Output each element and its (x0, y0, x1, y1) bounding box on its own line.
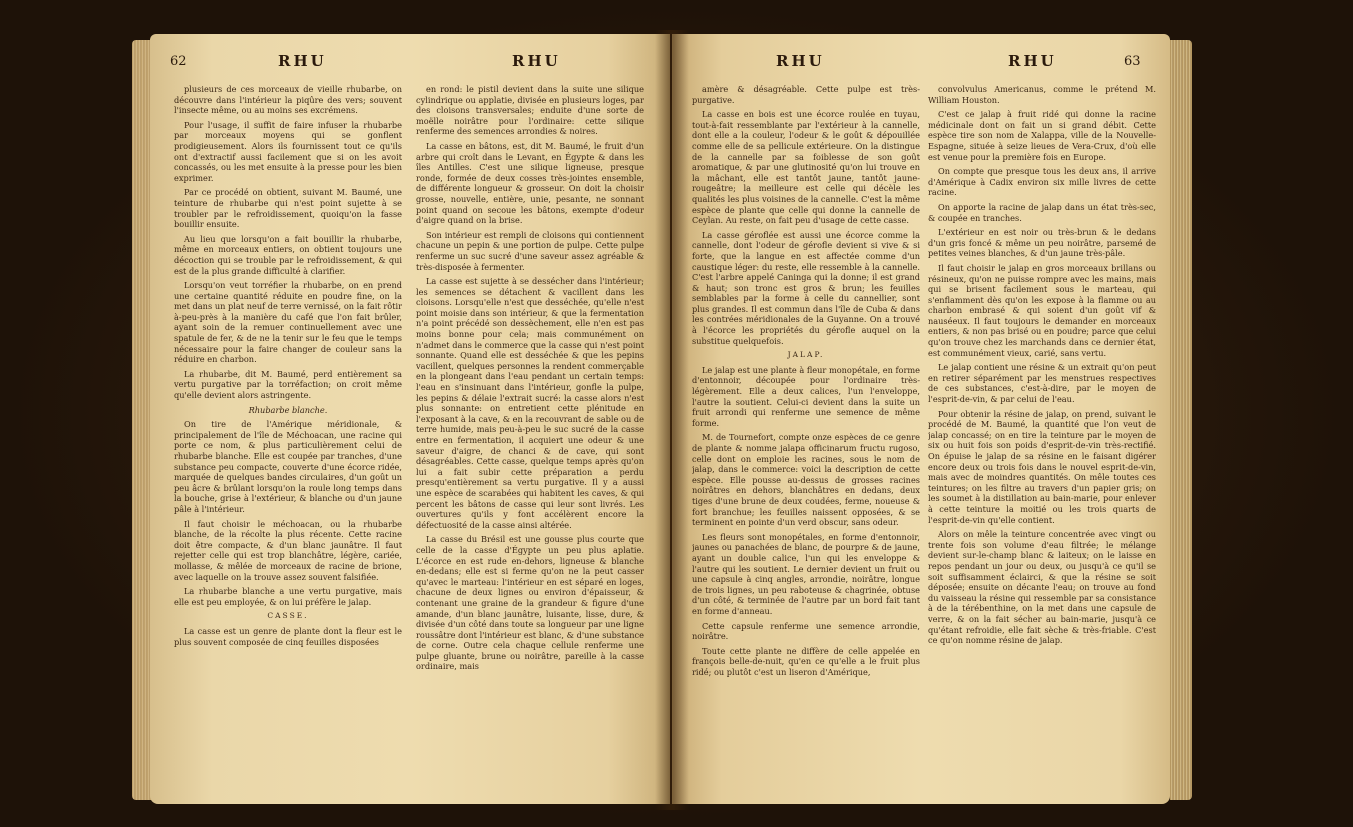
paragraph: Alors on mêle la teinture concentrée avec vingt ou trente fois son volume d'eau filtrée; le mélange devient sur-le-champ blanc & laiteux; on le laisse en repos pendant un jour ou deux, ou jusqu'à ce qu'il se soit suffisamment éclairci, & que la résine se soit déposée; ensuite on décante l'eau; on trouve au fond du vaisseau la résine qui ressemble par sa consistance à de la térébenthine, on la met dans une capsule de verre, & on la fait sécher au bain-marie, jusqu'à ce qu'étant refroidie, elle fait sèche & très-friable. C'est ce qu'on nomme résine de jalap. (928, 529, 1156, 646)
right-page (672, 34, 1170, 804)
paragraph: On tire de l'Amérique méridionale, & principalement de l'île de Méchoacan, une racine qui porte ce nom, & plus particulièrement celui de rhubarbe blanche. Elle est coupée par tranches, d'une substance peu compacte, couverte d'une écorce ridée, marquée de quelques bandes circulaires, d'un goût un peu âcre & brûlant lorsqu'on la roule long temps dans la bouche, grise à l'extérieur, & blanche ou d'un jaune pâle à l'intérieur. (174, 419, 402, 514)
paragraph: Cette capsule renferme une semence arrondie, noirâtre. (692, 620, 920, 642)
left-header-col1: RHU (278, 52, 327, 70)
paragraph: Le jalap est une plante à fleur monopétale, en forme d'entonnoir, découpée pour l'ordinaire très-légèrement. Elle a deux calices, l'un l'enveloppe, l'autre la soutient. Celui-ci devient dans la suite un fruit arrondi qui renferme une semence de même forme. (692, 364, 920, 428)
paragraph: Au lieu que lorsqu'on a fait bouillir la rhubarbe, même en morceaux entiers, on obtient toujours une décoction qui se trouble par le refroidissement, & qui est de la plus grande difficulté à clarifier. (174, 233, 402, 276)
paragraph: Lorsqu'on veut torréfier la rhubarbe, on en prend une certaine quantité réduite en poudre fine, on la met dans un plat neuf de terre vernissé, on la fait rôtir à-peu-près à la manière du café que l'on fait brûler, ayant soin de la remuer continuellement avec une spatule de fer, & de ne la tenir sur le feu que le temps nécessaire pour la faire changer de couleur sans la réduire en charbon. (174, 280, 402, 365)
paragraph: L'extérieur en est noir ou très-brun & le dedans d'un gris foncé & même un peu noirâtre, parsemé de petites veines blanches, & d'un jaune très-pâle. (928, 227, 1156, 259)
paragraph: Rhubarbe blanche. (248, 404, 328, 415)
right-page-edges (1170, 40, 1192, 800)
left-column-2 (416, 84, 644, 784)
paragraph: plusieurs de ces morceaux de vieille rhubarbe, on découvre dans l'intérieur la piqûre des vers; souvent l'insecte même, ou au moins ses excrémens. (174, 84, 402, 116)
right-column-2 (928, 84, 1156, 784)
paragraph: On compte que presque tous les deux ans, il arrive d'Amérique à Cadix environ six mille livres de cette racine. (928, 166, 1156, 198)
paragraph: La rhubarbe, dit M. Baumé, perd entièrement sa vertu purgative par la torréfaction; on croit même qu'elle devient alors astringente. (174, 368, 402, 401)
paragraph: Par ce procédé on obtient, suivant M. Baumé, une teinture de rhubarbe qui n'est point sujette à se troubler par le refroidissement, quoiqu'on la fasse bouillir ensuite. (174, 187, 402, 230)
right-header-col2: RHU (1008, 52, 1057, 70)
paragraph: La casse est sujette à se dessécher dans l'intérieur; les semences se détachent & vacillent dans les cloisons. Lorsqu'elle n'est que desséchée, qu'elle n'est point moisie dans son intérieur, & que la fermentation n'a point précédé son dessèchement, elle n'en est pas moins bonne pour cela; mais communément on n'admet dans le commerce que la casse qui n'est point sonnante. Quand elle est desséchée & que les pepins vacillent, quelques personnes la rendent commerçable en la plongeant dans l'eau pendant un certain temps: l'eau en s'insinuant dans l'intérieur, gonfle la pulpe, les pepins & délaie l'extrait sucré: la casse alors n'est plus sonnante: on entretient cette plénitude en l'exposant à la cave, & en la recouvrant de sable ou de terre humide, mais peu-à-peu le suc sucré de la casse entre en fermentation, il acquiert une odeur & une saveur d'aigre, de chanci & de cave, qui sont désagréables. Cette casse, quelque temps après qu'on lui a fait subir cette préparation a perdu presqu'entièrement sa vertu purgative. Il y a aussi une espèce de scarabées qui habitent les caves, & qui percent les bâtons de casse qui leur sont livrés. Les ouvertures qu'ils y font accélèrent encore la défectuosité de la casse ainsi altérée. (416, 276, 644, 530)
paragraph: Son intérieur est rempli de cloisons qui contiennent chacune un pepin & une portion de pulpe. Cette pulpe renferme un suc sucré d'une saveur assez agréable & très-disposée à fermenter. (416, 229, 644, 272)
left-page (150, 34, 670, 804)
paragraph: La rhubarbe blanche a une vertu purgative, mais elle est peu employée, & on lui préfère le jalap. (174, 586, 402, 607)
paragraph: convolvulus Americanus, comme le prétend M. William Houston. (928, 84, 1156, 105)
paragraph: La casse géroflée est aussi une écorce comme la cannelle, dont l'odeur de gérofle devient si vive & si forte, que la langue en est affectée comme d'un caustique léger: du reste, elle ressemble à la cannelle. C'est l'arbre appelé Caninga qui la donne; il est grand & haut; son tronc est gros & brun; les feuilles semblables par la forme à celle du cannellier, sont plus grandes. Il est commun dans l'île de Cuba & dans les contrées méridionales de la Guyanne. On a trouvé à l'écorce les propriétés du gérofle auquel on la substitue quelquefois. (692, 229, 920, 346)
left-header-col2: RHU (512, 52, 561, 70)
paragraph: On apporte la racine de jalap dans un état très-sec, & coupée en tranches. (928, 201, 1156, 223)
right-running-head (672, 52, 1170, 76)
paragraph: M. de Tournefort, compte onze espèces de ce genre de plante & nomme jalapa officinarum fructu rugoso, celle dont on emploie les racines, sous le nom de jalap, dans le commerce: voici la description de cette espèce. Elle pousse au-dessus de grosses racines noirâtres en dehors, blanchâtres en dedans, deux tiges d'une brune de deux coudées, ferme, noueuse & fort branchue; les feuilles naissent opposées, & se terminent en pointe d'un verd obscur, sans odeur. (692, 432, 920, 528)
paragraph: Toute cette plante ne diffère de celle appelée en françois belle-de-nuit, qu'en ce qu'elle a le fruit plus ridé; ou plutôt c'est un liseron d'Amérique, (692, 645, 920, 677)
paragraph: Le jalap contient une résine & un extrait qu'on peut en retirer séparément par les menstrues respectives de ces substances, c'est-à-dire, par le moyen de l'esprit-de-vin, & par celui de l'eau. (928, 362, 1156, 405)
paragraph: Pour obtenir la résine de jalap, on prend, suivant le procédé de M. Baumé, la quantité que l'on veut de jalap concassé; on en tire la teinture par le moyen de six ou huit fois son poids d'esprit-de-vin très-rectifié. On épuise le jalap de sa résine en le faisant digérer encore deux ou trois fois dans le nouvel esprit-de-vin, mais avec de moindres quantités. On mêle toutes ces teintures; on les filtre au travers d'un papier gris; on les soumet à la distillation au bain-marie, pour enlever à cette teinture la moitié ou les trois quarts de l'esprit-de-vin qu'elle contient. (928, 408, 1156, 525)
paragraph: Pour l'usage, il suffit de faire infuser la rhubarbe par morceaux moyens qui se gonflent prodigieusement. Alors ils fournissent tout ce qu'ils ont d'extractif aussi facilement que si on les avoit concassés, ou les met ensuite à la presse pour les bien exprimer. (174, 119, 402, 183)
right-page-number: 63 (1124, 54, 1141, 69)
right-header-col1: RHU (776, 52, 825, 70)
left-running-head (150, 52, 670, 76)
paragraph: CASSE. (267, 611, 309, 621)
paragraph: JALAP. (787, 350, 825, 360)
paragraph: Il faut choisir le méchoacan, ou la rhubarbe blanche, de la récolte la plus récente. Cette racine doit être compacte, & d'un blanc jaunâtre. Il faut rejetter celle qui est trop blanchâtre, légère, cariée, mollasse, & mêlée de morceaux de racine de brione, avec laquelle on la trouve assez souvent falsifiée. (174, 518, 402, 582)
paragraph: Il faut choisir le jalap en gros morceaux brillans ou résineux, qu'on ne puisse rompre avec les mains, mais qui se brisent facilement sous le marteau, qui s'enflamment dès qu'on les expose à la flamme ou au charbon embrasé & qui soient d'un goût vif & nauséeux. Il faut toujours le demander en morceaux entiers, & non pas brisé ou en poudre; parce que celui qu'on trouve chez les marchands dans ce dernier état, est communément vieux, carié, sans vertu. (928, 262, 1156, 358)
book-gutter (655, 30, 689, 810)
paragraph: C'est ce jalap à fruit ridé qui donne la racine médicinale dont on fait un si grand débit. Cette espèce tire son nom de Xalappa, ville de la Nouvelle-Espagne, située à seize lieues de Vera-Crux, d'où elle est venue pour la première fois en Europe. (928, 109, 1156, 162)
paragraph: amère & désagréable. Cette pulpe est très-purgative. (692, 84, 920, 105)
paragraph: La casse en bois est une écorce roulée en tuyau, tout-à-fait ressemblante par l'extérieur à la cannelle, dont elle a la couleur, l'odeur & le goût & dépouillée comme elle de sa pellicule extérieure. On la distingue de la cannelle par sa foiblesse de son goût aromatique, & par une glutinosité qu'on lui trouve en la mâchant, elle est tantôt jaune, tantôt jaune-rougeâtre; la meilleure est celle qui décèle les qualités les plus voisines de la cannelle. C'est la même espèce de plante que celle qui donne la cannelle de Ceylan. Au reste, on fait peu d'usage de cette casse. (692, 109, 920, 226)
paragraph: La casse en bâtons, est, dit M. Baumé, le fruit d'un arbre qui croît dans le Levant, en Égypte & dans les îles Antilles. C'est une silique ligneuse, presque ronde, formée de deux cosses très-jointes ensemble, de différente longueur & grosseur. On doit la choisir grosse, nouvelle, entière, unie, pesante, ne sonnant point quand on secoue les bâtons, exempte d'odeur d'aigre quand on la brise. (416, 140, 644, 226)
right-column-1 (692, 84, 920, 784)
paragraph: Les fleurs sont monopétales, en forme d'entonnoir, jaunes ou panachées de blanc, de pourpre & de jaune, ayant un double calice, l'un qui les enveloppe & l'autre qui les soutient. Le dernier devient un fruit ou une capsule à cinq angles, arrondie, noirâtre, longue de trois lignes, un peu raboteuse & chagrinée, obtuse d'un côté, & terminée de l'autre par un bord fait tant en forme d'anneau. (692, 531, 920, 616)
paragraph: La casse du Brésil est une gousse plus courte que celle de la casse d'Égypte un peu plus aplatie. L'écorce en est rude en-dehors, ligneuse & blanche en-dedans; elle est si ferme qu'on ne la peut casser qu'avec le marteau: l'intérieur en est séparé en loges, chacune de deux lignes ou environ d'épaisseur, & contenant une graine de la grandeur & figure d'une amande, d'un blanc jaunâtre, luisante, lisse, dure, & divisée d'un côté dans toute sa longueur par une ligne roussâtre dont l'intérieur est blanc, & d'une substance de corne. Outre cela chaque cellule renferme une pulpe gluante, brune ou noirâtre, pareille à la casse ordinaire, mais (416, 534, 644, 672)
paragraph: La casse est un genre de plante dont la fleur est le plus souvent composée de cinq feuilles disposées (174, 625, 402, 647)
left-page-edges (132, 40, 152, 800)
paragraph: en rond: le pistil devient dans la suite une silique cylindrique ou applatie, divisée en plusieurs loges, par des cloisons transversales; enduite d'une sorte de moëlle noirâtre pour l'ordinaire: cette silique renferme des semences arrondies & noires. (416, 84, 644, 137)
left-page-number: 62 (170, 54, 187, 69)
left-column-1 (174, 84, 402, 784)
